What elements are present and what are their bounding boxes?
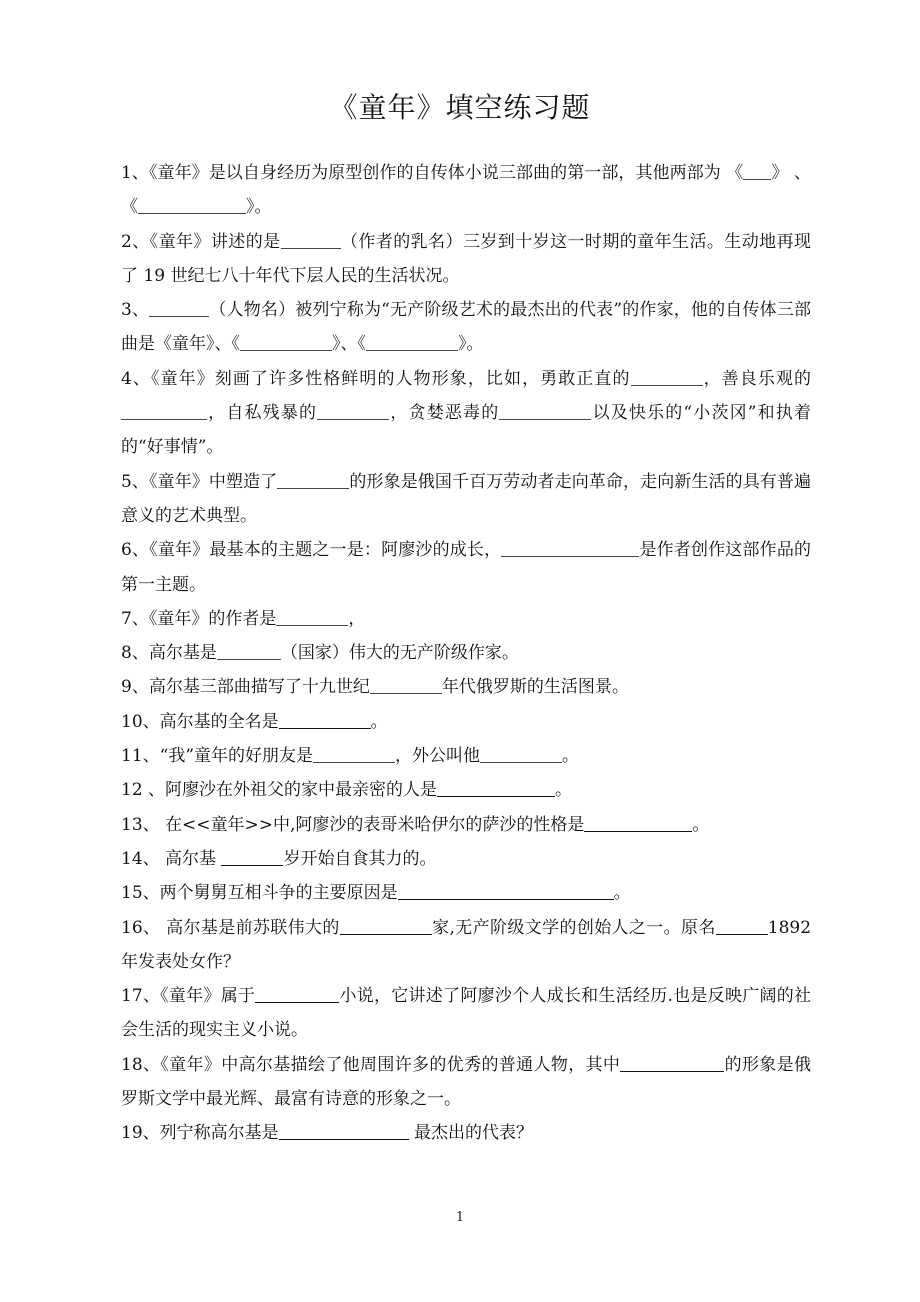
- question-text: 家,无产阶级文学的创始人之一。原名: [431, 917, 716, 938]
- fill-in-blank: [121, 402, 207, 420]
- fill-in-blank: [340, 917, 432, 935]
- question-text: （作者的乳名）三岁到十岁这一时期的童年生活。生动地再现了 19 世纪七八十年代下层人民的生活状况。: [121, 231, 811, 286]
- question-text: 以及快乐的“小茨冈”和执着的“好事情”。: [121, 403, 812, 458]
- question-item: [121, 911, 811, 980]
- question-text: 1、《童年》是以自身经历为原型创作的自传体小说三部曲的第一部，其他两部为 《: [121, 163, 744, 183]
- question-item: [121, 533, 811, 602]
- fill-in-blank: [584, 814, 692, 832]
- question-text: 4、《童年》刻画了许多性格鲜明的人物形象，比如，勇敢正直的: [121, 368, 631, 389]
- question-text: （人物名）被列宁称为“无产阶级艺术的最杰出的代表”的作家，他的自传体三部曲是《童年》、《: [121, 300, 811, 355]
- fill-in-blank: [437, 779, 555, 797]
- question-text: 的形象是俄罗斯文学中最光辉、最富有诗意的形象之一。: [121, 1054, 811, 1110]
- fill-in-blank: [743, 162, 771, 180]
- fill-in-blank: [480, 745, 562, 763]
- question-item: [121, 156, 811, 225]
- question-text: 的形象是俄国千百万劳动者走向革命，走向新生活的具有普遍意义的艺术典型。: [121, 471, 811, 526]
- fill-in-blank: [277, 471, 349, 489]
- question-item: [121, 979, 811, 1048]
- question-text: 2、《童年》讲述的是: [121, 231, 281, 252]
- question-text: 3、: [121, 300, 150, 321]
- question-text: 》。: [246, 197, 272, 218]
- question-item: [121, 362, 811, 465]
- question-text: 。: [370, 711, 388, 732]
- document-title: 《童年》填空练习题: [329, 91, 591, 124]
- question-item: [121, 293, 811, 362]
- question-text: 18、《童年》中高尔基描绘了他周围许多的优秀的普通人物，其中: [121, 1054, 621, 1075]
- fill-in-blank: [276, 608, 348, 626]
- fill-in-blank: [279, 1122, 409, 1140]
- question-list: [121, 156, 811, 1151]
- fill-in-blank: [631, 368, 703, 386]
- fill-in-blank: [313, 745, 395, 763]
- question-text: 。: [562, 746, 580, 767]
- question-text: 。: [692, 814, 710, 835]
- question-text: 13、 在<<童年>>中,阿廖沙的表哥米哈伊尔的萨沙的性格是: [121, 814, 585, 835]
- fill-in-blank: [317, 402, 389, 420]
- question-item: [121, 1116, 811, 1150]
- question-text: 17、《童年》属于: [121, 986, 256, 1007]
- question-text: 1892 年发表处女作？: [121, 917, 812, 972]
- fill-in-blank: [501, 539, 639, 557]
- question-text: 最杰出的代表？: [408, 1123, 534, 1144]
- question-item: [121, 225, 811, 294]
- question-text: ，善良乐观的: [702, 368, 811, 389]
- question-text: 5、《童年》中塑造了: [121, 471, 278, 492]
- question-text: 12 、阿廖沙在外祖父的家中最亲密的人是: [121, 780, 438, 801]
- question-item: [121, 670, 811, 704]
- question-text: 19、列宁称高尔基是: [121, 1123, 279, 1144]
- fill-in-blank: [370, 676, 442, 694]
- fill-in-blank: [398, 882, 614, 900]
- question-item: [121, 808, 811, 842]
- question-text: 8、高尔基是: [121, 643, 217, 664]
- question-item: [121, 876, 811, 910]
- question-item: [121, 465, 811, 534]
- fill-in-blank: [620, 1054, 724, 1072]
- fill-in-blank: [138, 196, 246, 214]
- question-text: 年代俄罗斯的生活图景。: [441, 677, 629, 698]
- question-text: 15、两个舅舅互相斗争的主要原因是: [121, 883, 398, 904]
- page-number: 1: [455, 1210, 465, 1225]
- question-text: 9、高尔基三部曲描写了十九世纪: [121, 677, 370, 698]
- fill-in-blank: [217, 642, 281, 660]
- question-text: （国家）伟大的无产阶级作家。: [280, 643, 519, 664]
- question-text: ，贪婪恶毒的: [389, 403, 500, 424]
- question-text: 16、 高尔基是前苏联伟大的: [121, 917, 340, 938]
- question-text: ，: [348, 608, 366, 629]
- question-item: [121, 842, 811, 876]
- question-text: 是作者创作这部作品的第一主题。: [121, 540, 811, 595]
- question-text: 》。: [458, 334, 484, 355]
- question-item: [121, 739, 811, 773]
- question-item: [121, 602, 811, 636]
- fill-in-blank: [716, 917, 768, 935]
- question-text: 岁开始自食其力的。: [283, 848, 437, 869]
- question-text: 。: [613, 883, 631, 904]
- question-item: [121, 1048, 811, 1117]
- question-text: 7、《童年》的作者是: [121, 608, 277, 629]
- question-text: 14、 高尔基: [121, 848, 222, 869]
- question-item: [121, 636, 811, 670]
- question-text: 6、《童年》最基本的主题之一是：阿廖沙的成长，: [121, 540, 502, 561]
- fill-in-blank: [279, 711, 371, 729]
- question-text: 》 、《: [121, 163, 812, 218]
- question-text: ，外公叫他: [395, 746, 481, 767]
- question-text: 小说，它讲述了阿廖沙个人成长和生活经历.也是反映广阔的社会生活的现实主义小说。: [121, 986, 811, 1041]
- question-text: ，自私残暴的: [207, 403, 318, 424]
- question-text: 》、《: [332, 334, 366, 355]
- fill-in-blank: [221, 848, 283, 866]
- fill-in-blank: [240, 333, 332, 351]
- fill-in-blank: [255, 985, 339, 1003]
- fill-in-blank: [149, 299, 209, 317]
- fill-in-blank: [281, 231, 341, 249]
- fill-in-blank: [366, 333, 458, 351]
- question-item: [121, 773, 811, 807]
- question-text: 。: [555, 780, 573, 801]
- question-item: [121, 705, 811, 739]
- fill-in-blank: [499, 402, 591, 420]
- question-text: 11、“我”童年的好朋友是: [121, 746, 314, 767]
- question-text: 10、高尔基的全名是: [121, 711, 279, 732]
